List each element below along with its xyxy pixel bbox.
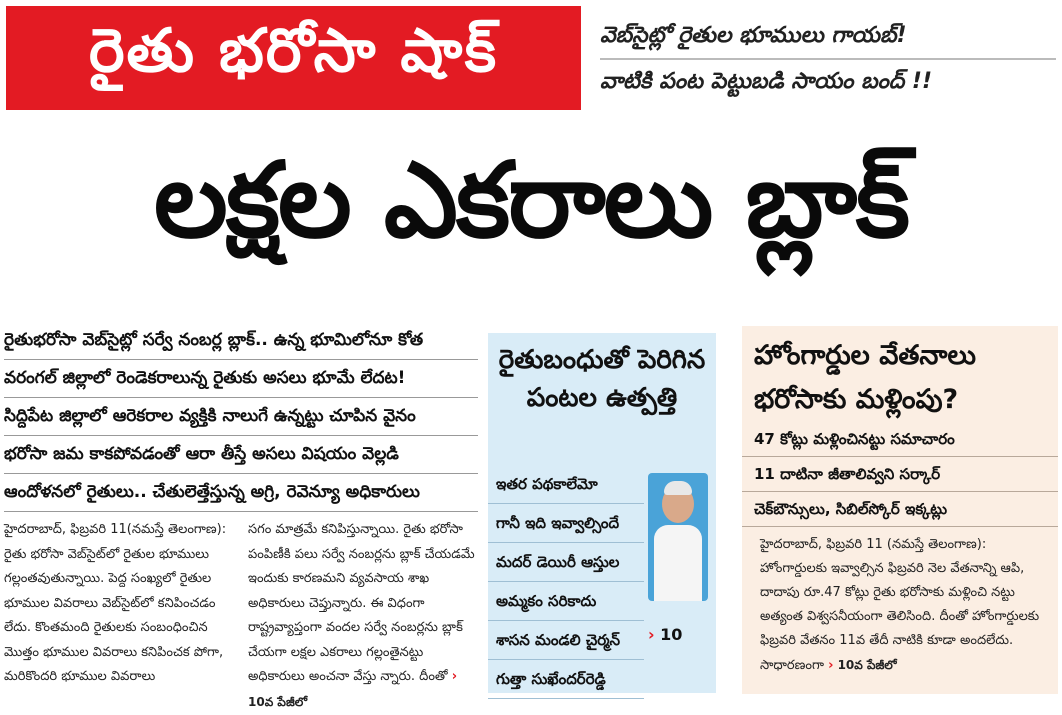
deck-line: వరంగల్ జిల్లాలో రెండెకరాలున్న రైతుకు అసలు భూమే లేదట! xyxy=(4,360,478,398)
list-item: శాసన మండలి చైర్మన్ xyxy=(488,621,644,660)
side-story-2-title: హోంగార్డుల వేతనాలు భరోసాకు మళ్లింపు? xyxy=(754,340,976,415)
kicker-text: రైతు భరోసా షాక్ xyxy=(88,16,499,86)
body-text: హైదరాబాద్, ఫిబ్రవరి 11(నమస్తే తెలంగాణ): రైతు భరోసా వెబ్‌సైట్‌లో రైతుల భూములు గల్లంతవుతున్నాయి. పెద్ద సంఖ్యలో రైతుల భూముల వివరాలు వెబ్‌సైట్‌లో కనిపించడం లేదు. కొంతమంది రైతులకు సంబంధించిన మొత్తం భూముల వివరాలు కనిపించక పోగా, మరికొందరి భూముల వివరాలు xyxy=(4,522,227,684)
deck-line: రైతుభరోసా వెబ్‌సైట్లో సర్వే నంబర్ల బ్లాక్.. ఉన్న భూమిలోనూ కోత xyxy=(4,322,478,360)
deck-line: చెక్‌బౌన్సులు, సిబిల్‌స్కోర్ ఇక్కట్లు xyxy=(742,492,1058,527)
jump-arrow-icon: › xyxy=(828,658,834,673)
jump-arrow-icon: › xyxy=(451,669,458,684)
list-item: అమ్మకం సరికాదు xyxy=(488,582,644,621)
body-column-1 xyxy=(4,518,234,715)
portrait-photo xyxy=(648,473,708,601)
body-column-2 xyxy=(248,518,478,715)
body-text: సగం మాత్రమే కనిపిస్తున్నాయి. రైతు భరోసా పంపిణీకి పలు సర్వే నంబర్లను బ్లాక్ చేయడమే ఇందుకు కారణమని వ్యవసాయ శాఖ అధికారులు చెప్తున్నారు. ఈ విధంగా రాష్ట్రవ్యాప్తంగా వందల సర్వే నంబర్లను బ్లాక్ చేయగా లక్షల ఎకరాలు గల్లంతైనట్టు అధికారులు అంచనా వేస్తు న్నారు. దీంతో xyxy=(248,522,475,684)
jump-reference[interactable]: 10వ పేజీలో xyxy=(248,694,308,709)
taglines xyxy=(600,14,1056,104)
tagline-1: వెబ్‌సైట్లో రైతుల భూములు గాయబ్! xyxy=(600,14,1056,60)
story-body xyxy=(742,527,1058,678)
deck-line: 11 దాటినా జీతాలివ్వని సర్కార్ xyxy=(742,457,1058,492)
deck-line: భరోసా జమ కాకపోవడంతో ఆరా తీస్తే అసలు విషయం వెల్లడి xyxy=(4,436,478,474)
jump-reference[interactable]: 10వ పేజీలో xyxy=(837,658,897,672)
deck-line: 47 కోట్లు మళ్లించినట్టు సమాచారం xyxy=(742,422,1058,457)
kicker-banner xyxy=(6,6,581,110)
tagline-2: వాటికి పంట పెట్టుబడి సాయం బంద్ !! xyxy=(600,69,932,94)
page-reference-number: 10 xyxy=(660,625,683,644)
body-text: హైదరాబాద్, ఫిబ్రవరి 11 (నమస్తే తెలంగాణ): హోంగార్డులకు ఇవ్వాల్సిన ఫిబ్రవరి నెల వేతనాన్ని ఆపి, దాదాపు రూ.47 కోట్లు రైతు భరోసాకు మళ్లించి నట్టు అత్యంత విశ్వసనీయంగా తెలిసింది. దీంతో హోంగార్డులకు ఫిబ్రవరి వేతనం 11వ తేదీ నాటికి కూడా అందలేదు. సాధారణంగా xyxy=(760,537,1040,673)
side-story-1-title: రైతుబంధుతో పెరిగిన పంటల ఉత్పత్తి xyxy=(498,345,706,413)
side-story-1 xyxy=(488,333,716,693)
page-reference[interactable] xyxy=(648,625,682,644)
story-body xyxy=(4,518,478,715)
list-item: ఇతర పథకాలేమో xyxy=(488,465,644,504)
main-headline: లక్షల ఎకరాలు బ్లాక్ xyxy=(153,139,909,261)
side-story-1-list xyxy=(488,465,644,699)
list-item: గుత్తా సుఖేందర్‌రెడ్డి xyxy=(488,660,644,699)
list-item: మదర్ డెయిరీ ఆస్తుల xyxy=(488,543,644,582)
side-story-2 xyxy=(742,326,1058,694)
deck-line: ఆందోళనలో రైతులు.. చేతులెత్తేస్తున్న అగ్రి, రెవెన్యూ అధికారులు xyxy=(4,474,478,512)
deck-line: సిద్దిపేట జిల్లాలో ఆరెకరాల వ్యక్తికి నాలుగే ఉన్నట్టు చూపిన వైనం xyxy=(4,398,478,436)
list-item: గానీ ఇది ఇవ్వాల్సిందే xyxy=(488,504,644,543)
main-story xyxy=(4,322,478,715)
jump-arrow-icon: › xyxy=(648,625,655,644)
